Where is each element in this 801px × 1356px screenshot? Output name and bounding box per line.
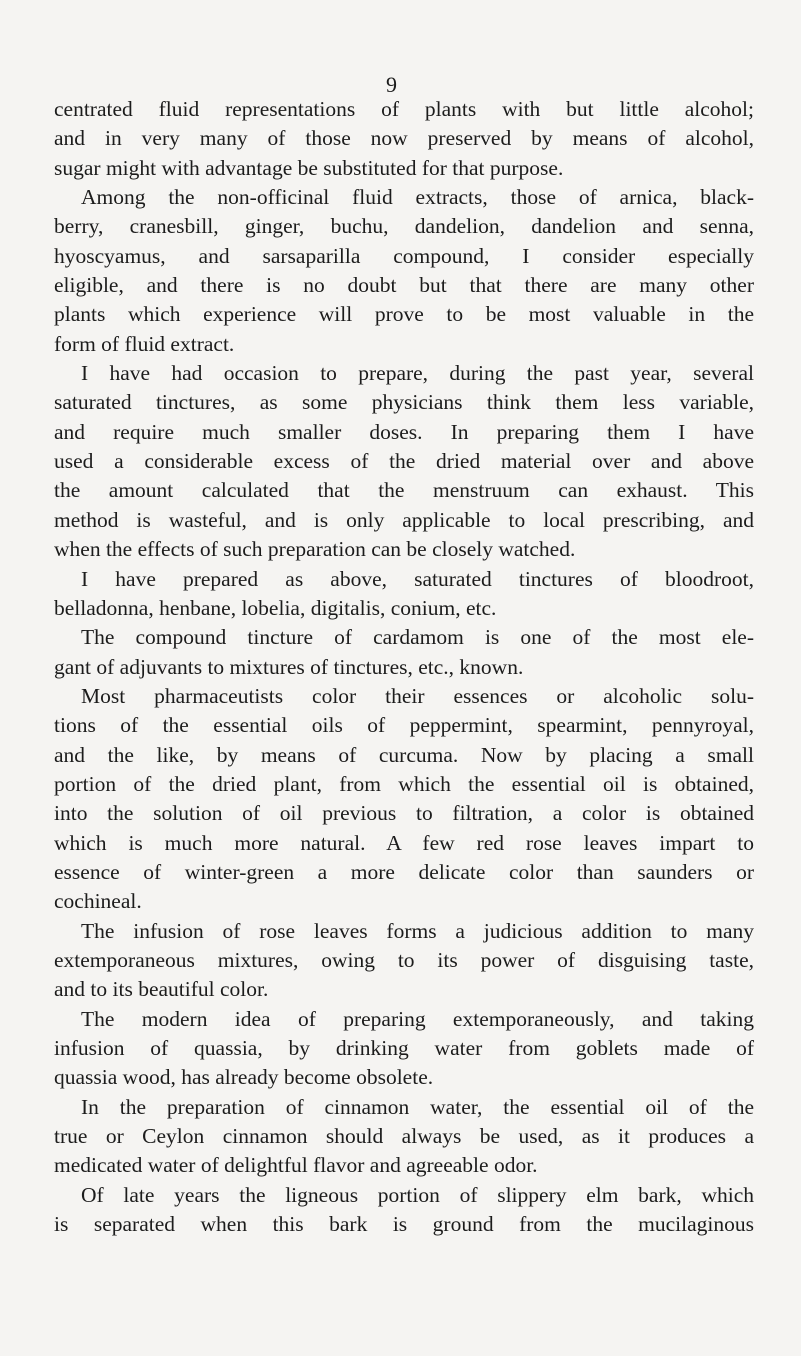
text-line: and in very many of those now preserved by means of alcohol, (54, 126, 754, 151)
text-line: I have prepared as above, saturated tinctures of bloodroot, (81, 566, 754, 591)
text-line: In the preparation of cinnamon water, the essential oil of the (81, 1094, 754, 1119)
text-line: infusion of quassia, by drinking water from goblets made of (54, 1036, 754, 1060)
text-line: belladonna, henbane, lobelia, digitalis, conium, etc. (54, 595, 497, 620)
text-line: portion of the dried plant, from which the essential oil is obtained, (54, 771, 754, 796)
text-line: hyoscyamus, and sarsaparilla compound, I consider especially (54, 243, 754, 268)
text-line: essence of winter-green a more delicate color than saunders or (54, 859, 754, 884)
text-line: I have had occasion to prepare, during the past year, several (81, 361, 754, 386)
text-line: Most pharmaceutists color their essences or alcoholic solu- (81, 683, 754, 708)
text-line: tions of the essential oils of peppermint, spearmint, pennyroyal, (54, 713, 754, 738)
text-line: Of late years the ligneous portion of slippery elm bark, which (81, 1182, 754, 1207)
text-line: extemporaneous mixtures, owing to its power of disguising taste, (54, 947, 754, 972)
text-line: method is wasteful, and is only applicable to local prescribing, and (54, 507, 754, 532)
text-line: berry, cranesbill, ginger, buchu, dandelion, dandelion and senna, (54, 214, 754, 239)
text-line: saturated tinctures, as some physicians think them less variable, (54, 390, 754, 415)
text-line: The compound tincture of cardamom is one of the most ele- (81, 625, 754, 650)
text-line: when the effects of such preparation can be closely watched. (54, 537, 576, 562)
text-line: is separated when this bark is ground from the mucilaginous (54, 1212, 754, 1237)
text-line: centrated fluid representations of plants with but little alcohol; (54, 97, 754, 121)
page-number: 9 (386, 72, 397, 97)
text-line: and the like, by means of curcuma. Now by placing a small (54, 742, 754, 767)
text-line: gant of adjuvants to mixtures of tinctures, etc., known. (54, 654, 524, 679)
text-line: the amount calculated that the menstruum can exhaust. This (54, 478, 754, 503)
text-line: Among the non-officinal fluid extracts, those of arnica, black- (81, 185, 754, 210)
text-line: cochineal. (54, 889, 142, 914)
text-line: into the solution of oil previous to filtration, a color is obtained (54, 801, 754, 826)
text-line: used a considerable excess of the dried material over and above (54, 449, 754, 474)
text-line: quassia wood, has already become obsolete. (54, 1065, 434, 1090)
text-line: and to its beautiful color. (54, 977, 269, 1002)
text-line: which is much more natural. A few red rose leaves impart to (54, 830, 754, 855)
text-line: sugar might with advantage be substituted for that purpose. (54, 155, 564, 180)
text-line: and require much smaller doses. In preparing them I have (54, 419, 754, 444)
text-line: true or Ceylon cinnamon should always be used, as it produces a (54, 1124, 754, 1149)
text-line: The modern idea of preparing extemporaneously, and taking (81, 1006, 754, 1031)
text-line: plants which experience will prove to be most valuable in the (54, 302, 754, 327)
text-line: The infusion of rose leaves forms a judicious addition to many (81, 918, 754, 943)
text-line: medicated water of delightful flavor and agreeable odor. (54, 1153, 538, 1178)
body-text (54, 95, 754, 1239)
text-line: eligible, and there is no doubt but that there are many other (54, 273, 754, 298)
text-line: form of fluid extract. (54, 331, 235, 356)
